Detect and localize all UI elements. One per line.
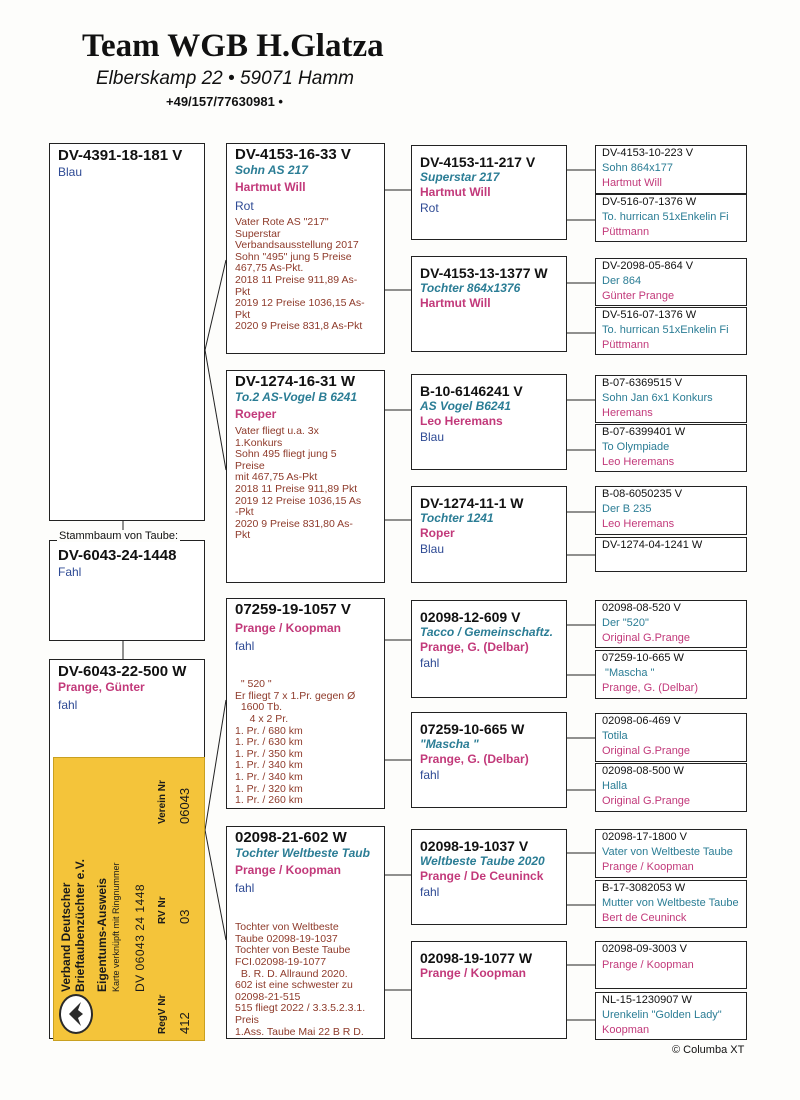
gen4-owner: Günter Prange xyxy=(602,290,675,302)
gen2-box-1[interactable] xyxy=(226,143,385,354)
card-org-line2: Brieftaubenzüchter e.V. xyxy=(73,859,87,992)
gen4-box-8[interactable] xyxy=(595,537,747,572)
gen4-box-7[interactable] xyxy=(595,486,747,535)
a7-owner: Prange / De Ceuninck xyxy=(420,869,544,883)
a5-name: Tacco / Gemeinschaftz. xyxy=(420,625,553,639)
a5-owner: Prange, G. (Delbar) xyxy=(420,640,529,654)
a6-name: "Mascha " xyxy=(420,737,479,751)
gen3-box-8[interactable] xyxy=(411,941,567,1039)
gen3-box-5[interactable] xyxy=(411,600,567,698)
gen4-owner: Leo Heremans xyxy=(602,456,675,468)
gen4-ring: 07259-10-665 W xyxy=(602,652,684,664)
card-h-verein: Verein Nr xyxy=(157,780,168,824)
a3-color: Blau xyxy=(420,430,445,444)
card-title: Eigentums-Ausweis xyxy=(95,877,109,992)
gen4-name: To. hurrican 51xEnkelin Fi xyxy=(602,324,729,336)
gen4-name: Urenkelin "Golden Lady" xyxy=(602,1009,722,1021)
a5-ring: 02098-12-609 V xyxy=(420,609,521,625)
a4-color: Blau xyxy=(420,542,445,556)
g4-owner: Prange / Koopman xyxy=(235,863,342,877)
gen4-owner: Original G.Prange xyxy=(602,632,691,644)
gen3-box-4[interactable] xyxy=(411,486,567,583)
gen4-name: Der B 235 xyxy=(602,503,652,515)
gen4-box-11[interactable] xyxy=(595,713,747,762)
gen4-ring: NL-15-1230907 W xyxy=(602,994,692,1006)
gen4-ring: DV-1274-04-1241 W xyxy=(602,539,703,551)
g4-ring: 02098-21-602 W xyxy=(235,829,347,846)
page-title: Team WGB H.Glatza xyxy=(82,28,384,64)
a1-name: Superstar 217 xyxy=(420,170,500,184)
father-box[interactable] xyxy=(49,143,205,521)
gen4-ring: 02098-08-500 W xyxy=(602,765,684,777)
a4-name: Tochter 1241 xyxy=(420,511,494,525)
mother-ring: DV-6043-22-500 W xyxy=(58,663,187,680)
gen4-ring: 02098-09-3003 V xyxy=(602,943,688,955)
gen4-ring: 02098-17-1800 V xyxy=(602,831,688,843)
gen4-box-15[interactable] xyxy=(595,941,747,989)
a8-owner: Prange / Koopman xyxy=(420,966,527,980)
gen4-name: Sohn Jan 6x1 Konkurs xyxy=(602,392,713,404)
gen4-owner: Original G.Prange xyxy=(602,745,691,757)
card-h-rv: RV Nr xyxy=(157,896,168,924)
g1-color: Rot xyxy=(235,199,254,213)
gen4-name: Vater von Weltbeste Taube xyxy=(602,846,733,858)
gen4-ring: B-17-3082053 W xyxy=(602,882,686,894)
a2-name: Tochter 864x1376 xyxy=(420,281,521,295)
gen4-owner: Püttmann xyxy=(602,339,650,351)
g2-ring: DV-1274-16-31 W xyxy=(235,373,356,390)
gen4-owner: Püttmann xyxy=(602,226,650,238)
gen4-ring: DV-2098-05-864 V xyxy=(602,260,694,272)
mother-color: fahl xyxy=(58,698,78,712)
a2-ring: DV-4153-13-1377 W xyxy=(420,265,548,281)
card-ring: DV 06043 24 1448 xyxy=(133,883,147,992)
gen4-owner: Bert de Ceuninck xyxy=(602,912,687,924)
a6-color: fahl xyxy=(420,768,440,782)
a3-name: AS Vogel B6241 xyxy=(420,399,511,413)
a7-name: Weltbeste Taube 2020 xyxy=(420,854,545,868)
g3-notes: " 520 " Er fliegt 7 x 1.Pr. gegen Ø 1600 Tb. 4 x 2 Pr. 1. Pr. / 680 km 1. Pr. / 630 km 1. Pr. / 350 km 1. Pr. / 340 km 1. Pr. / 340 km 1. Pr. / 320 km 1. Pr. / 260 km xyxy=(235,678,356,807)
gen4-box-13[interactable] xyxy=(595,829,747,878)
gen4-owner: Prange / Koopman xyxy=(602,861,694,873)
gen4-ring: 02098-06-469 V xyxy=(602,715,681,727)
g2-notes: Vater fliegt u.a. 3x 1.Konkurs Sohn 495 fliegt jung 5 Preise mit 467,75 As-Pkt 2018 11 Preise 911,89 Pkt 2019 12 Preise 1036,15 As -Pkt 2020 9 Preise 831,80 As- Pkt xyxy=(235,425,362,542)
gen4-name: "Mascha " xyxy=(602,667,655,679)
g2-name: To.2 AS-Vogel B 6241 xyxy=(235,390,358,404)
phone: +49/157/77630981 • xyxy=(166,94,283,109)
g3-ring: 07259-19-1057 V xyxy=(235,601,351,618)
gen4-box-4[interactable] xyxy=(595,307,747,355)
gen4-name: Der 864 xyxy=(602,275,642,287)
card-v-verein: 06043 xyxy=(177,787,192,824)
gen3-box-7[interactable] xyxy=(411,829,567,925)
org-logo-icon xyxy=(59,994,93,1034)
gen4-box-3[interactable] xyxy=(595,258,747,306)
a3-owner: Leo Heremans xyxy=(420,414,503,428)
card-org-line1: Verband Deutscher xyxy=(59,882,73,992)
address: Elberskamp 22 • 59071 Hamm xyxy=(96,68,354,89)
g3-owner: Prange / Koopman xyxy=(235,621,342,635)
g4-color: fahl xyxy=(235,881,255,895)
footer-copyright: © Columba XT xyxy=(672,1044,745,1056)
ownership-card xyxy=(53,757,205,1041)
gen4-box-1[interactable] xyxy=(595,145,747,194)
gen4-ring: DV-516-07-1376 W xyxy=(602,309,697,321)
gen4-ring: DV-516-07-1376 W xyxy=(602,196,697,208)
card-subtitle: Karte verknüpft mit Ringnummer xyxy=(111,862,121,992)
g1-notes: Vater Rote AS "217" Superstar Verbandsausstellung 2017 Sohn "495" jung 5 Preise 467,75 As-Pkt. 2018 11 Preise 911,89 As- Pkt 2019 12 Preise 1036,15 As- Pkt 2020 9 Preise 831,8 As-Pkt xyxy=(235,216,365,333)
gen4-owner: Prange, G. (Delbar) xyxy=(602,682,698,694)
gen4-ring: B-07-6399401 W xyxy=(602,426,686,438)
gen4-owner: Hartmut Will xyxy=(602,177,662,189)
gen3-box-3[interactable] xyxy=(411,374,567,470)
a4-ring: DV-1274-11-1 W xyxy=(420,495,524,511)
g1-name: Sohn AS 217 xyxy=(235,163,308,177)
gen4-box-10[interactable] xyxy=(595,650,747,699)
gen4-owner: Koopman xyxy=(602,1024,650,1036)
a1-color: Rot xyxy=(420,201,439,215)
a7-color: fahl xyxy=(420,885,440,899)
a4-owner: Roper xyxy=(420,526,455,540)
gen4-box-2[interactable] xyxy=(595,194,747,242)
gen4-box-14[interactable] xyxy=(595,880,747,928)
gen4-name: To Olympiade xyxy=(602,441,670,453)
subject-ring: DV-6043-24-1448 xyxy=(58,547,177,564)
gen4-owner: Leo Heremans xyxy=(602,518,675,530)
a1-owner: Hartmut Will xyxy=(420,185,491,199)
a6-ring: 07259-10-665 W xyxy=(420,721,525,737)
stammbaum-label: Stammbaum von Taube: xyxy=(59,530,179,542)
a2-owner: Hartmut Will xyxy=(420,296,491,310)
subject-color: Fahl xyxy=(58,565,82,579)
gen4-name: Der "520" xyxy=(602,617,649,629)
card-h-regv: RegV Nr xyxy=(157,994,168,1034)
mother-owner: Prange, Günter xyxy=(58,680,145,694)
g4-notes: Tochter von Weltbeste Taube 02098-19-1037 Tochter von Beste Taube FCI.02098-19-1077 B. R. D. Allraund 2020. 602 ist eine schwester zu 02098-21-515 515 fliegt 2022 / 3.3.5.2.3.1. Preis 1.Ass. Taube Mai 22 B R D. xyxy=(235,921,366,1038)
gen3-box-1[interactable] xyxy=(411,145,567,240)
card-v-regv: 412 xyxy=(177,1012,192,1034)
gen4-box-12[interactable] xyxy=(595,763,747,812)
card-v-rv: 03 xyxy=(177,909,192,924)
gen4-ring: DV-4153-10-223 V xyxy=(602,147,694,159)
g4-name: Tochter Weltbeste Taub xyxy=(235,846,370,860)
a3-ring: B-10-6146241 V xyxy=(420,383,523,399)
a6-owner: Prange, G. (Delbar) xyxy=(420,752,529,766)
gen3-box-6[interactable] xyxy=(411,712,567,808)
gen4-owner: Prange / Koopman xyxy=(602,959,694,971)
father-color: Blau xyxy=(58,165,83,179)
gen4-box-6[interactable] xyxy=(595,424,747,472)
g1-ring: DV-4153-16-33 V xyxy=(235,146,351,163)
gen4-name: Sohn 864x177 xyxy=(602,162,673,174)
father-ring: DV-4391-18-181 V xyxy=(58,147,183,164)
gen4-owner: Heremans xyxy=(602,407,653,419)
g1-owner: Hartmut Will xyxy=(235,180,306,194)
gen4-ring: B-07-6369515 V xyxy=(602,377,683,389)
subject-box[interactable] xyxy=(49,540,205,641)
gen4-box-5[interactable] xyxy=(595,375,747,423)
gen4-name: Mutter von Weltbeste Taube xyxy=(602,897,739,909)
gen4-owner: Original G.Prange xyxy=(602,795,691,807)
gen3-box-2[interactable] xyxy=(411,256,567,352)
gen4-name: Halla xyxy=(602,780,628,792)
a1-ring: DV-4153-11-217 V xyxy=(420,154,536,170)
gen4-name: Totila xyxy=(602,730,628,742)
gen4-box-16[interactable] xyxy=(595,992,747,1040)
gen4-ring: 02098-08-520 V xyxy=(602,602,681,614)
g2-owner: Roeper xyxy=(235,407,277,421)
gen4-box-9[interactable] xyxy=(595,600,747,648)
a8-ring: 02098-19-1077 W xyxy=(420,950,533,966)
gen4-name: To. hurrican 51xEnkelin Fi xyxy=(602,211,729,223)
gen2-box-4[interactable] xyxy=(226,826,385,1039)
a7-ring: 02098-19-1037 V xyxy=(420,838,529,854)
g3-color: fahl xyxy=(235,639,255,653)
gen2-box-3[interactable] xyxy=(226,598,385,809)
gen4-ring: B-08-6050235 V xyxy=(602,488,683,500)
gen2-box-2[interactable] xyxy=(226,370,385,583)
a5-color: fahl xyxy=(420,656,440,670)
